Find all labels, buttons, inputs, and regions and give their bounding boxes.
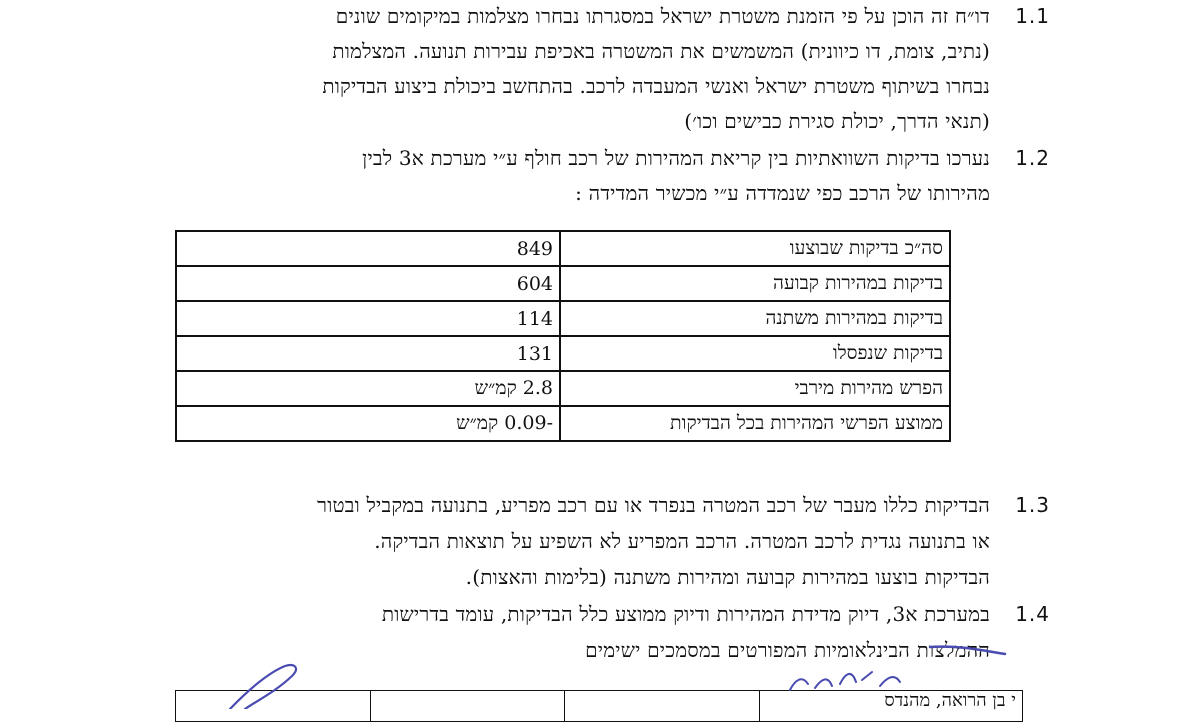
empty-cell xyxy=(176,691,371,722)
paragraph-line: ההמלצות הבינלאומיות המפורטים במסמכים ישימים xyxy=(585,638,990,662)
paragraph-line: הבדיקות כללו מעבר של רכב המטרה בנפרד או עם רכב מפריע, בתנועה במקביל ובטור xyxy=(317,493,990,517)
paragraph-line: או בתנועה נגדית לרכב המטרה. הרכב המפריע לא השפיע על תוצאות הבדיקה. xyxy=(374,529,990,553)
paragraph-line: (תנאי הדרך, יכולת סגירת כבישים וכו׳) xyxy=(684,109,990,133)
paragraph-line: במערכת א3, דיוק מדידת המהירות ודיוק ממוצע כלל הבדיקות, עומד בדרישות xyxy=(381,602,990,626)
paragraph-line: נבחרו בשיתוף משטרת ישראל ואנשי המעבדה לרכב. בהתחשב ביכולת ביצוע הבדיקות xyxy=(322,74,990,98)
empty-cell xyxy=(370,691,565,722)
paragraph-line: (נתיב, צומת, דו כיוונית) המשמשים את המשטרה באכיפת עבירות תנועה. המצלמות xyxy=(332,39,990,63)
table-row xyxy=(176,691,1023,722)
results-table xyxy=(175,230,951,442)
signature-table xyxy=(175,690,1023,722)
row-value: 131 xyxy=(176,336,560,371)
row-value: -0.09 קמ״ש xyxy=(176,406,560,441)
row-value: 849 xyxy=(176,231,560,266)
table-row xyxy=(176,301,950,336)
table-row xyxy=(176,336,950,371)
paragraph-line: הבדיקות בוצעו במהירות קבועה ומהירות משתנה (בלימות והאצות). xyxy=(465,565,990,589)
row-label: הפרש מהירות מירבי xyxy=(560,371,950,406)
paragraph-number: 1.4 xyxy=(1015,602,1050,626)
row-value: 604 xyxy=(176,266,560,301)
signer-name: י בן הרואה, מהנדס xyxy=(760,691,1023,722)
paragraph-number: 1.2 xyxy=(1015,146,1050,170)
table-row xyxy=(176,371,950,406)
row-label: ממוצע הפרשי המהירות בכל הבדיקות xyxy=(560,406,950,441)
paragraph-line: נערכו בדיקות השוואתיות בין קריאת המהירות של רכב חולף ע״י מערכת א3 לבין xyxy=(362,146,990,170)
row-label: בדיקות שנפסלו xyxy=(560,336,950,371)
table-row xyxy=(176,266,950,301)
row-value: 2.8 קמ״ש xyxy=(176,371,560,406)
paragraph-line: דו״ח זה הוכן על פי הזמנת משטרת ישראל במסגרתו נבחרו מצלמות במיקומים שונים xyxy=(335,4,990,28)
empty-cell xyxy=(565,691,760,722)
paragraph-number: 1.3 xyxy=(1015,493,1050,517)
row-label: בדיקות במהירות קבועה xyxy=(560,266,950,301)
table-row xyxy=(176,231,950,266)
row-value: 114 xyxy=(176,301,560,336)
row-label: סה״כ בדיקות שבוצעו xyxy=(560,231,950,266)
paragraph-number: 1.1 xyxy=(1015,4,1050,28)
paragraph-line: מהירותו של הרכב כפי שנמדדה ע״י מכשיר המדידה : xyxy=(575,181,990,205)
table-row xyxy=(176,406,950,441)
row-label: בדיקות במהירות משתנה xyxy=(560,301,950,336)
